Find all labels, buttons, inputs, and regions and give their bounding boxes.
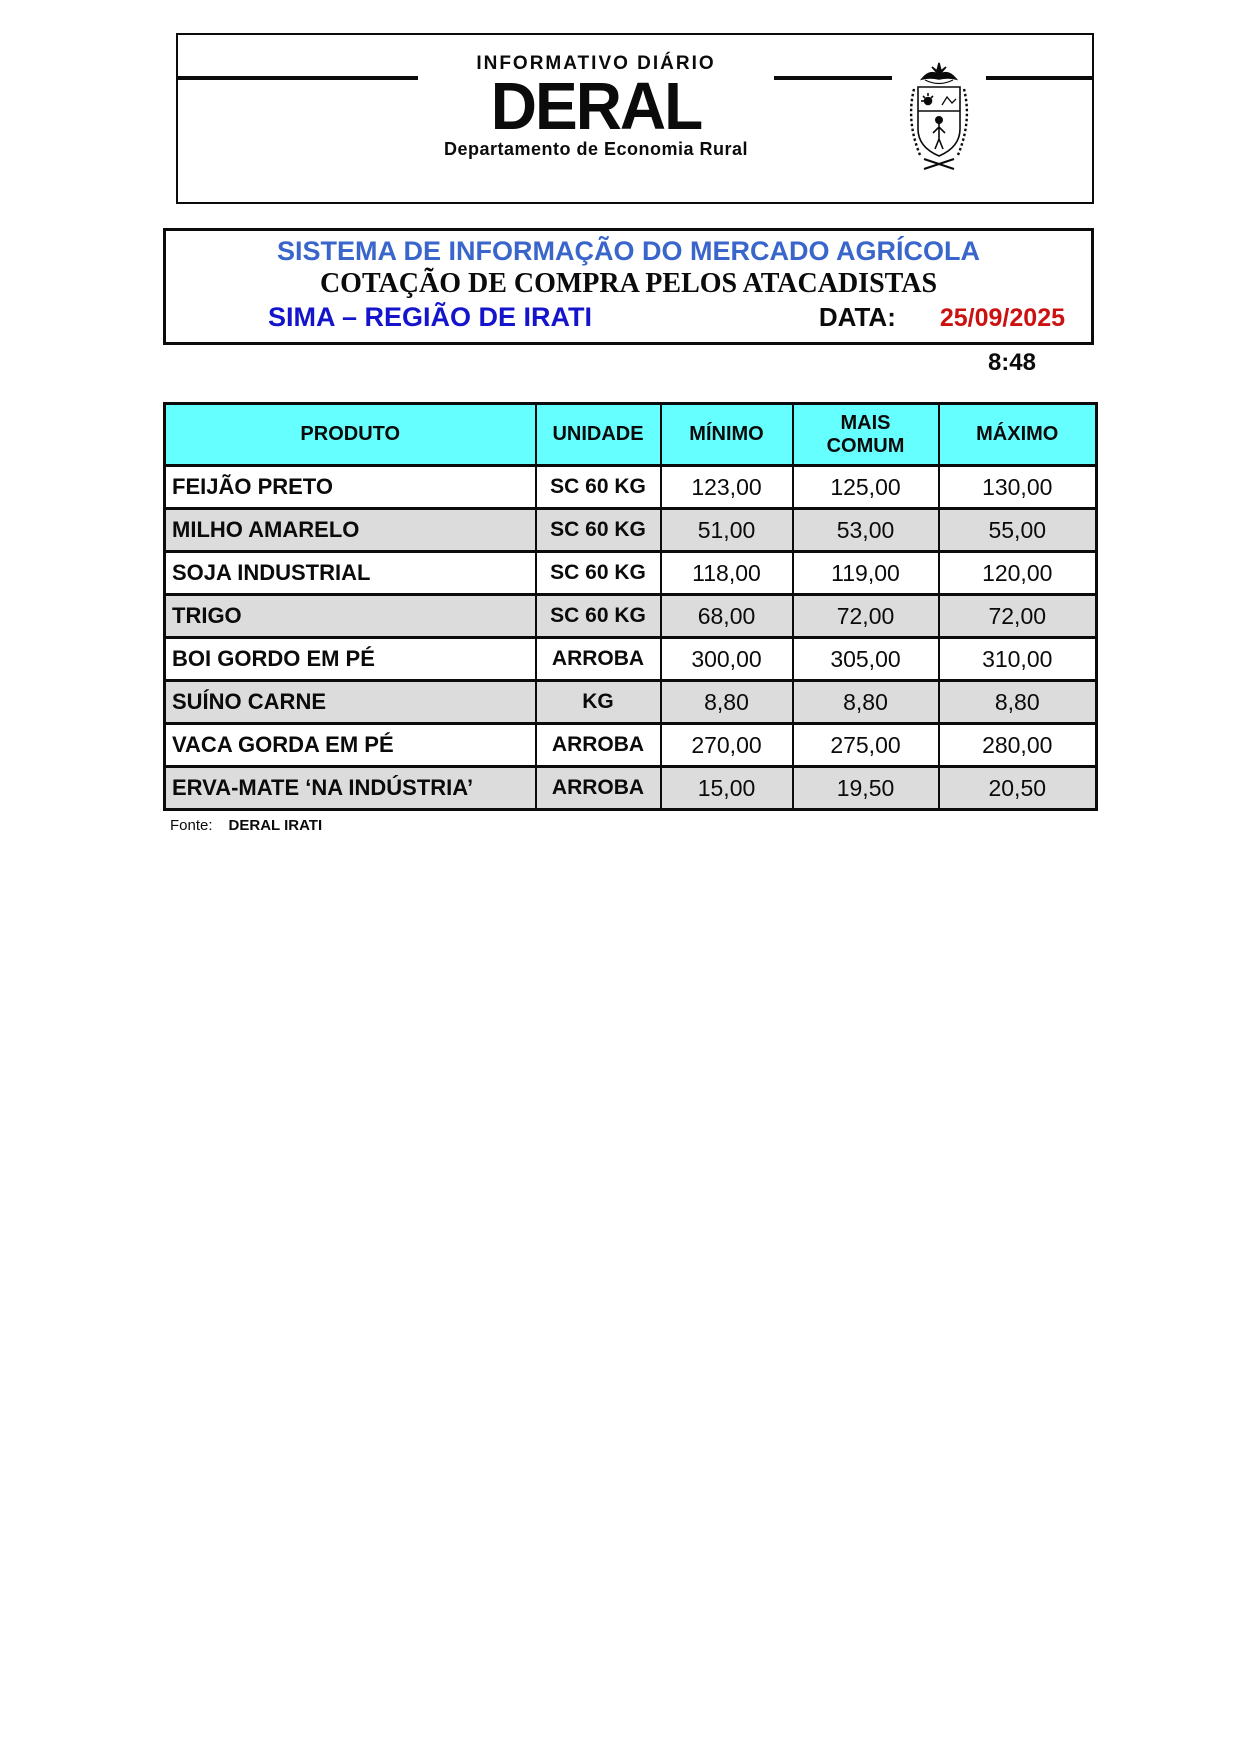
- mais-comum-cell: 275,00: [793, 724, 939, 767]
- produto-cell: BOI GORDO EM PÉ: [165, 638, 536, 681]
- unidade-cell: SC 60 KG: [536, 595, 661, 638]
- unidade-cell: SC 60 KG: [536, 552, 661, 595]
- date-value: 25/09/2025: [939, 304, 1065, 332]
- minimo-cell: 270,00: [661, 724, 793, 767]
- minimo-cell: 8,80: [661, 681, 793, 724]
- produto-cell: SUÍNO CARNE: [165, 681, 536, 724]
- produto-cell: SOJA INDUSTRIAL: [165, 552, 536, 595]
- title-box: [163, 228, 1094, 345]
- col-header-minimo: MÍNIMO: [661, 404, 793, 466]
- price-table: [163, 402, 1098, 811]
- table-row: [165, 638, 1097, 681]
- unidade-cell: SC 60 KG: [536, 509, 661, 552]
- mais-comum-cell: 72,00: [793, 595, 939, 638]
- logo-subtitle: Departamento de Economia Rural: [443, 138, 749, 159]
- time-value: 8:48: [987, 349, 1036, 376]
- maximo-cell: 55,00: [939, 509, 1097, 552]
- unidade-cell: SC 60 KG: [536, 466, 661, 509]
- system-title: SISTEMA DE INFORMAÇÃO DO MERCADO AGRÍCOLA: [277, 236, 980, 266]
- unidade-cell: KG: [536, 681, 661, 724]
- table-row: [165, 552, 1097, 595]
- unidade-cell: ARROBA: [536, 767, 661, 810]
- produto-cell: MILHO AMARELO: [165, 509, 536, 552]
- parana-coat-of-arms-icon: [892, 59, 986, 179]
- mais-comum-cell: 305,00: [793, 638, 939, 681]
- table-header-row: [165, 404, 1097, 466]
- maximo-cell: 280,00: [939, 724, 1097, 767]
- quote-title: COTAÇÃO DE COMPRA PELOS ATACADISTAS: [319, 268, 938, 299]
- produto-cell: TRIGO: [165, 595, 536, 638]
- col-header-mais-comum: MAIS COMUM: [793, 404, 939, 466]
- mais-comum-cell: 119,00: [793, 552, 939, 595]
- minimo-cell: 123,00: [661, 466, 793, 509]
- region-title: SIMA – REGIÃO DE IRATI: [268, 302, 593, 332]
- maximo-cell: 130,00: [939, 466, 1097, 509]
- source-label: Fonte:: [170, 817, 213, 834]
- produto-cell: FEIJÃO PRETO: [165, 466, 536, 509]
- produto-cell: ERVA-MATE ‘NA INDÚSTRIA’: [165, 767, 536, 810]
- minimo-cell: 300,00: [661, 638, 793, 681]
- header-box: [176, 33, 1094, 204]
- source-value: DERAL IRATI: [228, 817, 323, 834]
- mais-comum-cell: 53,00: [793, 509, 939, 552]
- maximo-cell: 8,80: [939, 681, 1097, 724]
- logo-tagline: INFORMATIVO DIÁRIO: [476, 53, 716, 74]
- col-header-unidade: UNIDADE: [536, 404, 661, 466]
- maximo-cell: 72,00: [939, 595, 1097, 638]
- mais-comum-cell: 125,00: [793, 466, 939, 509]
- maximo-cell: 120,00: [939, 552, 1097, 595]
- table-row: [165, 681, 1097, 724]
- table-row: [165, 767, 1097, 810]
- unidade-cell: ARROBA: [536, 724, 661, 767]
- date-label: DATA:: [818, 302, 896, 332]
- col-header-produto: PRODUTO: [165, 404, 536, 466]
- table-row: [165, 509, 1097, 552]
- minimo-cell: 118,00: [661, 552, 793, 595]
- minimo-cell: 15,00: [661, 767, 793, 810]
- source-line: [170, 817, 322, 834]
- minimo-cell: 51,00: [661, 509, 793, 552]
- mais-comum-cell: 19,50: [793, 767, 939, 810]
- table-row: [165, 724, 1097, 767]
- logo-wordmark: DERAL: [490, 68, 702, 144]
- maximo-cell: 310,00: [939, 638, 1097, 681]
- mais-comum-cell: 8,80: [793, 681, 939, 724]
- deral-logo: [418, 49, 774, 162]
- minimo-cell: 68,00: [661, 595, 793, 638]
- unidade-cell: ARROBA: [536, 638, 661, 681]
- maximo-cell: 20,50: [939, 767, 1097, 810]
- produto-cell: VACA GORDA EM PÉ: [165, 724, 536, 767]
- col-header-maximo: MÁXIMO: [939, 404, 1097, 466]
- table-row: [165, 595, 1097, 638]
- region-date-line: [166, 302, 1091, 333]
- table-row: [165, 466, 1097, 509]
